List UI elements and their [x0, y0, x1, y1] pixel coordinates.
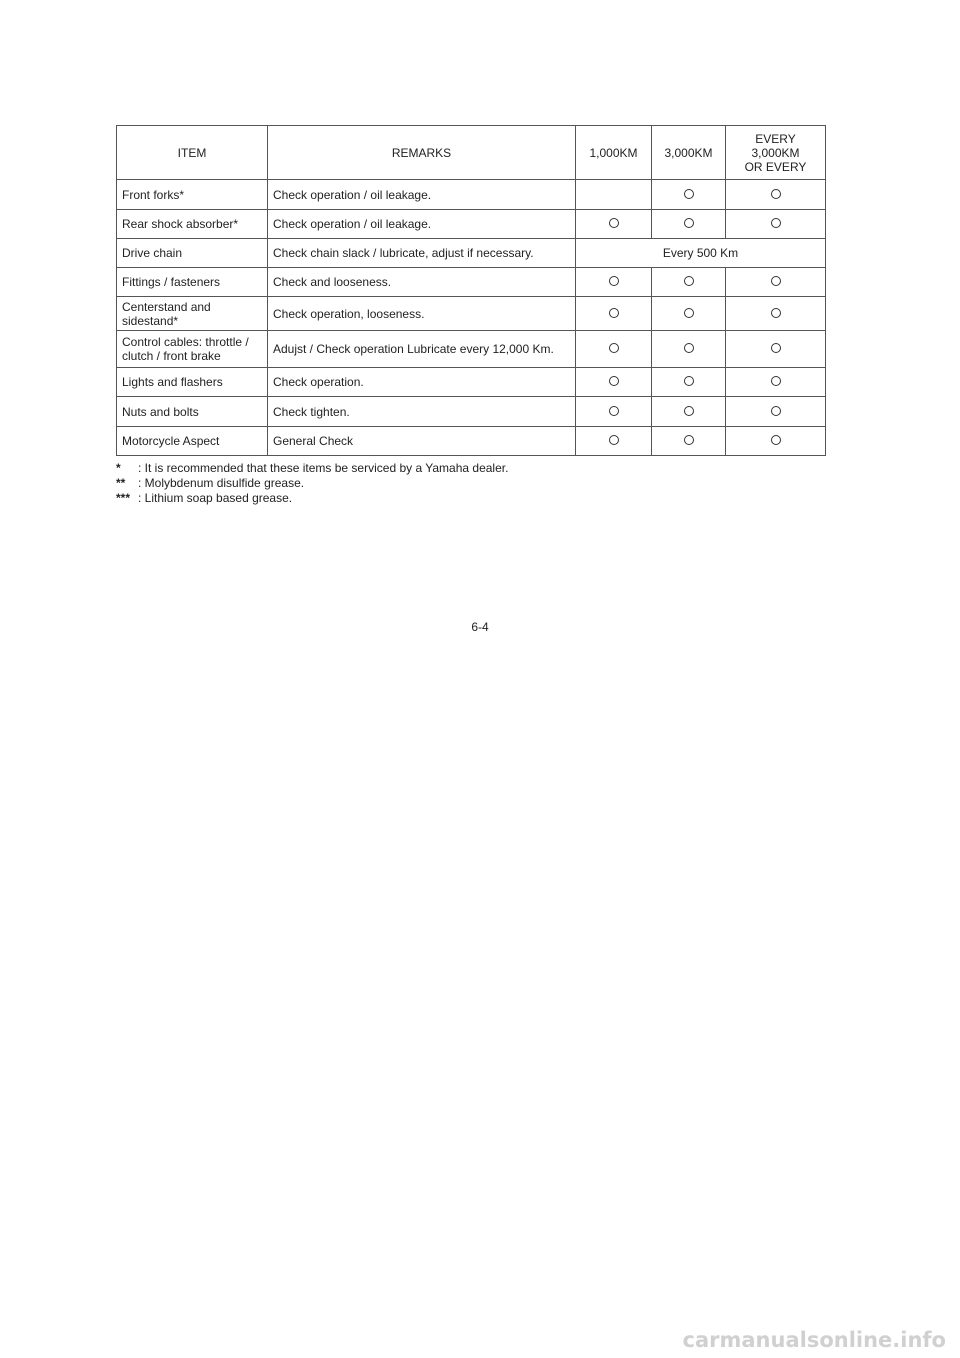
interval-mark-cell	[576, 180, 652, 210]
header-every	[726, 126, 826, 180]
header-every-line: OR EVERY	[744, 159, 807, 174]
service-circle-icon	[771, 218, 781, 228]
interval-mark-cell	[652, 268, 726, 297]
remarks-cell: Check tighten.	[268, 397, 576, 427]
item-cell: Fittings / fasteners	[117, 268, 268, 297]
maintenance-table	[116, 125, 826, 456]
footnote	[116, 491, 508, 506]
remarks-cell: Check operation, looseness.	[268, 297, 576, 331]
remarks-cell: Check operation / oil leakage.	[268, 210, 576, 239]
item-cell: Motorcycle Aspect	[117, 427, 268, 456]
remarks-cell: General Check	[268, 427, 576, 456]
table-row	[117, 210, 826, 239]
item-cell: Front forks*	[117, 180, 268, 210]
footnote-text: : It is recommended that these items be serviced by a Yamaha dealer.	[138, 461, 509, 475]
footnote-text: : Molybdenum disulfide grease.	[138, 476, 305, 490]
interval-mark-cell	[652, 397, 726, 427]
remarks-cell: Check and looseness.	[268, 268, 576, 297]
service-circle-icon	[609, 343, 619, 353]
interval-mark-cell	[576, 331, 652, 368]
interval-mark-cell	[652, 427, 726, 456]
header-item: ITEM	[117, 126, 268, 180]
interval-mark-cell	[652, 210, 726, 239]
service-circle-icon	[684, 343, 694, 353]
service-circle-icon	[609, 406, 619, 416]
interval-mark-cell	[726, 297, 826, 331]
item-cell: Control cables: throttle / clutch / front brake	[117, 331, 268, 368]
table-row	[117, 239, 826, 268]
footnote	[116, 476, 508, 491]
table-body	[117, 180, 826, 456]
service-circle-icon	[684, 189, 694, 199]
remarks-cell: Adujst / Check operation Lubricate every 12,000 Km.	[268, 331, 576, 368]
service-circle-icon	[684, 435, 694, 445]
interval-mark-cell	[576, 297, 652, 331]
interval-mark-cell	[576, 210, 652, 239]
item-cell: Drive chain	[117, 239, 268, 268]
footnote-symbol: **	[116, 476, 126, 490]
remarks-cell: Check operation / oil leakage.	[268, 180, 576, 210]
interval-mark-cell	[652, 297, 726, 331]
interval-mark-cell	[652, 368, 726, 397]
footnote-symbol: *	[116, 461, 121, 475]
service-circle-icon	[684, 308, 694, 318]
interval-mark-cell	[726, 210, 826, 239]
item-cell: Nuts and bolts	[117, 397, 268, 427]
service-circle-icon	[771, 343, 781, 353]
service-circle-icon	[771, 276, 781, 286]
item-cell: Rear shock absorber*	[117, 210, 268, 239]
service-circle-icon	[684, 406, 694, 416]
service-circle-icon	[771, 189, 781, 199]
interval-mark-cell	[652, 180, 726, 210]
interval-mark-cell	[726, 268, 826, 297]
interval-mark-cell	[726, 331, 826, 368]
interval-mark-cell	[726, 180, 826, 210]
service-circle-icon	[609, 435, 619, 445]
table-row	[117, 268, 826, 297]
interval-mark-cell	[576, 368, 652, 397]
watermark: carmanualsonline.info	[682, 1328, 946, 1352]
item-cell: Centerstand and sidestand*	[117, 297, 268, 331]
footnote-symbol: ***	[116, 491, 131, 505]
remarks-cell: Check chain slack / lubricate, adjust if necessary.	[268, 239, 576, 268]
item-cell: Lights and flashers	[117, 368, 268, 397]
table-row	[117, 331, 826, 368]
interval-mark-cell	[652, 331, 726, 368]
page-number: 6-4	[471, 620, 489, 634]
service-circle-icon	[684, 376, 694, 386]
interval-mark-cell	[576, 268, 652, 297]
header-remarks: REMARKS	[268, 126, 576, 180]
table-row	[117, 427, 826, 456]
service-circle-icon	[684, 218, 694, 228]
interval-mark-cell	[726, 397, 826, 427]
service-circle-icon	[609, 218, 619, 228]
service-circle-icon	[771, 435, 781, 445]
table-row	[117, 180, 826, 210]
service-circle-icon	[609, 308, 619, 318]
service-circle-icon	[684, 276, 694, 286]
service-circle-icon	[609, 376, 619, 386]
service-circle-icon	[771, 406, 781, 416]
footnote	[116, 461, 508, 476]
table-row	[117, 368, 826, 397]
interval-span-cell: Every 500 Km	[576, 239, 826, 268]
interval-mark-cell	[726, 368, 826, 397]
footnote-text: : Lithium soap based grease.	[138, 491, 293, 505]
table-row	[117, 297, 826, 331]
interval-mark-cell	[726, 427, 826, 456]
service-circle-icon	[609, 276, 619, 286]
footnotes	[116, 461, 508, 506]
header-every-line: 3,000KM	[751, 145, 800, 160]
service-circle-icon	[771, 308, 781, 318]
header-every-line: EVERY	[755, 131, 796, 146]
header-3000km: 3,000KM	[652, 126, 726, 180]
remarks-cell: Check operation.	[268, 368, 576, 397]
interval-mark-cell	[576, 397, 652, 427]
table-header-row	[117, 126, 826, 180]
service-circle-icon	[771, 376, 781, 386]
header-1000km: 1,000KM	[576, 126, 652, 180]
interval-mark-cell	[576, 427, 652, 456]
table-row	[117, 397, 826, 427]
